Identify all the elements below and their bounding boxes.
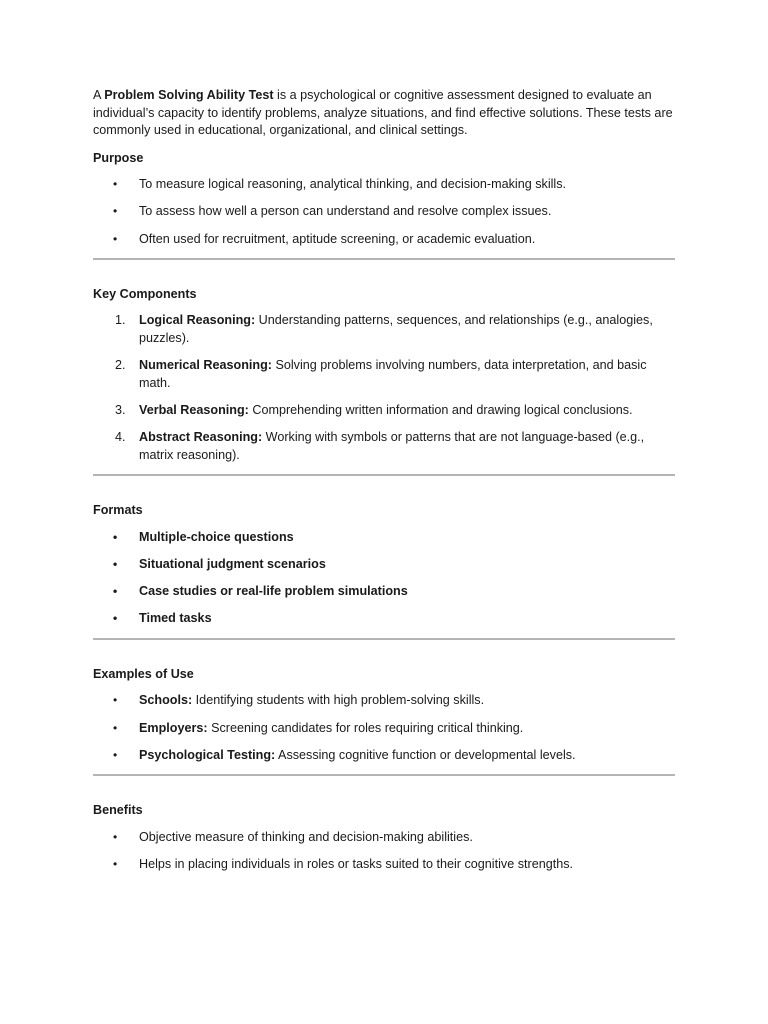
list-item-text: Timed tasks — [139, 611, 212, 626]
bullet-icon: • — [113, 231, 118, 246]
list-item-term: Abstract Reasoning: — [139, 430, 263, 445]
list-item-text: Multiple-choice questions — [139, 529, 294, 544]
examples-heading: Examples of Use — [93, 666, 194, 681]
document-page — [93, 87, 675, 883]
components-heading: Key Components — [93, 286, 197, 301]
list-item-text: Situational judgment scenarios — [139, 556, 326, 571]
list-item-term: Schools: — [139, 693, 193, 708]
list-number: 3. — [115, 402, 126, 417]
benefits-list — [93, 829, 675, 874]
bullet-icon: • — [113, 529, 118, 544]
intro-text: is a psychological or cognitive assessment designed to evaluate an individual’s capacity to identify problems, analyze situations, and find effective solutions. These tests are commonly used in educational, organizational, and clinical settings. — [93, 88, 673, 137]
list-item — [93, 556, 675, 574]
purpose-heading: Purpose — [93, 150, 144, 165]
list-item — [93, 610, 675, 628]
intro-paragraph — [93, 87, 675, 140]
list-item-text: Comprehending written information and drawing logical conclusions. — [248, 402, 633, 417]
components-list — [93, 312, 675, 464]
list-item-text: Solving problems involving numbers, data interpretation, and basic math. — [139, 358, 647, 390]
list-item-text: Working with symbols or patterns that are not language-based (e.g., matrix reasoning). — [139, 430, 645, 462]
list-number: 2. — [115, 358, 126, 373]
list-item-text: Case studies or real-life problem simulations — [139, 584, 408, 599]
bullet-icon: • — [113, 556, 118, 571]
list-item-term: Employers: — [139, 720, 208, 735]
list-item-text: Screening candidates for roles requiring critical thinking. — [207, 720, 524, 735]
list-item-text: To assess how well a person can understand and resolve complex issues. — [139, 204, 552, 219]
list-item — [93, 720, 675, 738]
list-item-term: Psychological Testing: — [139, 747, 276, 762]
list-item — [93, 176, 675, 194]
list-item — [93, 529, 675, 547]
examples-list — [93, 692, 675, 764]
list-item-text: Assessing cognitive function or developmental levels. — [275, 747, 576, 762]
list-item — [93, 747, 675, 765]
list-item-term: Numerical Reasoning: — [139, 358, 272, 373]
purpose-list — [93, 176, 675, 248]
section-divider — [93, 638, 675, 640]
intro-term: Problem Solving Ability Test — [104, 88, 274, 102]
section-divider — [93, 774, 675, 776]
list-item — [93, 203, 675, 221]
list-item-text: Identifying students with high problem-solving skills. — [192, 693, 485, 708]
bullet-icon: • — [113, 747, 118, 762]
list-item — [93, 583, 675, 601]
list-item-term: Logical Reasoning: — [139, 313, 256, 328]
benefits-heading: Benefits — [93, 803, 143, 818]
intro-prefix: A — [93, 88, 105, 102]
bullet-icon: • — [113, 829, 118, 844]
bullet-icon: • — [113, 204, 118, 219]
list-item — [93, 692, 675, 710]
list-item-text: Helps in placing individuals in roles or tasks suited to their cognitive strengths. — [139, 856, 574, 871]
list-item — [93, 402, 675, 420]
list-item-text: Understanding patterns, sequences, and relationships (e.g., analogies, puzzles). — [139, 313, 653, 345]
section-divider — [93, 258, 675, 260]
list-number: 1. — [115, 313, 126, 328]
bullet-icon: • — [113, 584, 118, 599]
list-item — [93, 829, 675, 847]
bullet-icon: • — [113, 693, 118, 708]
list-item-term: Verbal Reasoning: — [139, 402, 249, 417]
list-item-text: Often used for recruitment, aptitude screening, or academic evaluation. — [139, 231, 536, 246]
list-number: 4. — [115, 430, 126, 445]
bullet-icon: • — [113, 611, 118, 626]
list-item — [93, 357, 675, 392]
bullet-icon: • — [113, 720, 118, 735]
formats-heading: Formats — [93, 503, 143, 518]
formats-list — [93, 529, 675, 628]
bullet-icon: • — [113, 177, 118, 191]
section-divider — [93, 474, 675, 476]
list-item-text: To measure logical reasoning, analytical thinking, and decision-making skills. — [139, 177, 567, 191]
bullet-icon: • — [113, 856, 118, 871]
list-item — [93, 429, 675, 464]
list-item — [93, 856, 675, 874]
list-item — [93, 231, 675, 249]
list-item — [93, 312, 675, 347]
list-item-text: Objective measure of thinking and decision-making abilities. — [139, 829, 473, 844]
